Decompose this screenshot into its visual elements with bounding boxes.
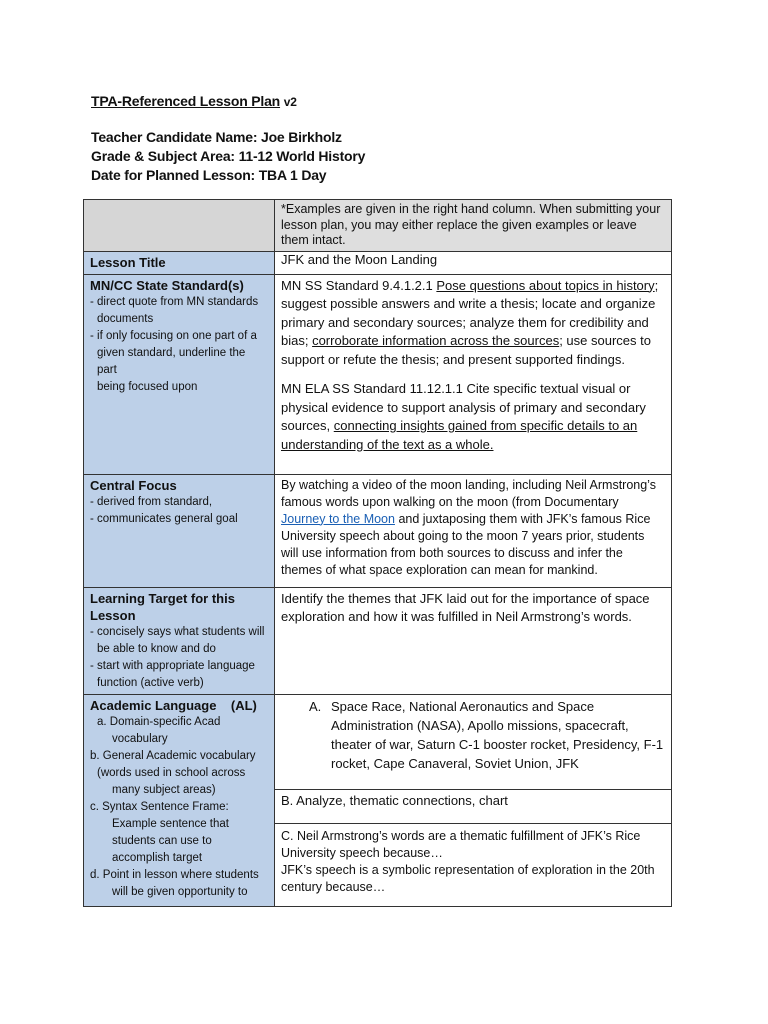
- central-focus-pre: By watching a video of the moon landing, including Neil Armstrong’s famous words upon walking on the moon (from Documentary: [281, 477, 656, 509]
- central-focus-post: and juxtaposing them with JFK’s famous Rice University speech about going to the moon 7 years prior, students will use information from both sources to discuss and infer the themes of what space exploration can mean for mankind.: [281, 511, 651, 577]
- std1-prefix: MN SS Standard 9.4.1.2.1: [281, 277, 437, 293]
- grade-subject-line: Grade & Subject Area: 11-12 World History: [91, 148, 366, 164]
- planned-date-line: Date for Planned Lesson: TBA 1 Day: [91, 167, 327, 183]
- al-a-marker: A.: [309, 698, 322, 714]
- standards-hint-2b: given standard, underline the part: [97, 346, 246, 376]
- document-title: [91, 93, 297, 109]
- standard-ela-text: [281, 380, 665, 454]
- std1-underlined-2: corroborate information across the sources: [312, 333, 560, 348]
- title-version: v2: [283, 95, 297, 109]
- academic-language-label-cell: [84, 694, 275, 906]
- al-hint-b3: many subject areas): [112, 783, 216, 796]
- central-focus-hint-2: - communicates general goal: [90, 512, 238, 525]
- learning-target-label-cell: [84, 587, 275, 694]
- al-hint-a2: vocabulary: [112, 732, 168, 745]
- standards-value-cell: [275, 274, 672, 474]
- learning-target-label-1: Learning Target for this: [90, 590, 235, 606]
- learning-target-hint-1b: be able to know and do: [97, 642, 216, 655]
- central-focus-value: [275, 474, 672, 587]
- al-a-item: [281, 697, 665, 773]
- al-hint-c3: students can use to: [112, 834, 212, 847]
- academic-language-label: Academic Language (AL): [90, 697, 257, 713]
- learning-target-hint-2a: - start with appropriate language: [90, 659, 255, 672]
- learning-target-label-2: Lesson: [90, 607, 136, 623]
- table-row-lesson-title: [84, 251, 672, 274]
- al-c-line-1: C. Neil Armstrong’s words are a thematic fulfillment of JFK’s Rice University speech because…: [281, 828, 641, 860]
- al-c-line-2: JFK’s speech is a symbolic representation of exploration in the 20th century because…: [281, 862, 655, 894]
- learning-target-hint-1a: - concisely says what students will: [90, 625, 265, 638]
- documentary-link[interactable]: Journey to the Moon: [281, 511, 395, 526]
- standards-label-cell: [84, 274, 275, 474]
- lesson-meta: [91, 128, 365, 185]
- learning-target-value: Identify the themes that JFK laid out for the importance of space exploration and how it was fulfilled in Neil Armstrong’s words.: [275, 587, 672, 694]
- title-main: TPA-Referenced Lesson Plan: [91, 93, 281, 109]
- lesson-title-label: Lesson Title: [90, 254, 166, 270]
- al-hint-d1: d. Point in lesson where students: [90, 868, 259, 881]
- learning-target-hint-2b: function (active verb): [97, 676, 204, 689]
- lesson-title-label-cell: [84, 251, 275, 274]
- table-row-intro: [84, 200, 672, 252]
- al-hint-b2: (words used in school across: [97, 766, 246, 779]
- intro-note: *Examples are given in the right hand column. When submitting your lesson plan, you may either replace the given examples or leave them intact.: [275, 200, 672, 252]
- standards-hint-2c: being focused upon: [97, 380, 198, 393]
- al-hint-b1: b. General Academic vocabulary: [90, 749, 256, 762]
- candidate-name-line: Teacher Candidate Name: Joe Birkholz: [91, 129, 342, 145]
- table-row-academic-language-a: [84, 694, 672, 789]
- academic-language-c-cell: [275, 823, 672, 906]
- std1-end: ; use sources to support or refute the thesis; and present supported findings.: [281, 333, 651, 367]
- standards-hint-1b: documents: [97, 312, 154, 325]
- al-hint-d2: will be given opportunity to: [112, 885, 248, 898]
- standards-label: MN/CC State Standard(s): [90, 277, 244, 293]
- standards-hint-1a: - direct quote from MN standards: [90, 295, 259, 308]
- std2-prefix: MN ELA SS Standard 11.12.1.1 Cite specific textual visual or physical evidence to support analysis of primary and secondary sources,: [281, 381, 646, 433]
- al-hint-c2: Example sentence that: [112, 817, 229, 830]
- central-focus-hint-1: - derived from standard,: [90, 495, 213, 508]
- academic-language-a-cell: [275, 694, 672, 789]
- lesson-title-value: JFK and the Moon Landing: [275, 251, 672, 274]
- lesson-plan-table: [83, 199, 672, 907]
- std1-middle: ; suggest possible answers and write a thesis; locate and organize primary and secondary sources; analyze them for credibility and bias;: [281, 277, 659, 348]
- std2-underlined: connecting insights gained from specific details to an understanding of the text as a whole.: [281, 418, 638, 452]
- table-row-standards: [84, 274, 672, 474]
- al-a-text: Space Race, National Aeronautics and Space Administration (NASA), Apollo missions, spacecraft, theater of war, Saturn C-1 booster rocket, Presidency, F-1 rocket, Cape Canaveral, Soviet Union, JFK: [331, 698, 664, 771]
- central-focus-label-cell: [84, 474, 275, 587]
- al-hint-c4: accomplish target: [112, 851, 203, 864]
- standards-hint-2a: - if only focusing on one part of a: [90, 329, 257, 342]
- intro-empty-cell: [84, 200, 275, 252]
- al-hint-c1: c. Syntax Sentence Frame:: [90, 800, 229, 813]
- al-b-text: B. Analyze, thematic connections, chart: [281, 792, 508, 808]
- standard-ss-text: [281, 277, 665, 370]
- table-row-central-focus: [84, 474, 672, 587]
- academic-language-b-cell: [275, 789, 672, 823]
- al-hint-a1: a. Domain-specific Acad: [97, 715, 221, 728]
- std1-underlined-1: Pose questions about topics in history: [436, 277, 655, 293]
- table-row-learning-target: [84, 587, 672, 694]
- central-focus-label: Central Focus: [90, 477, 177, 493]
